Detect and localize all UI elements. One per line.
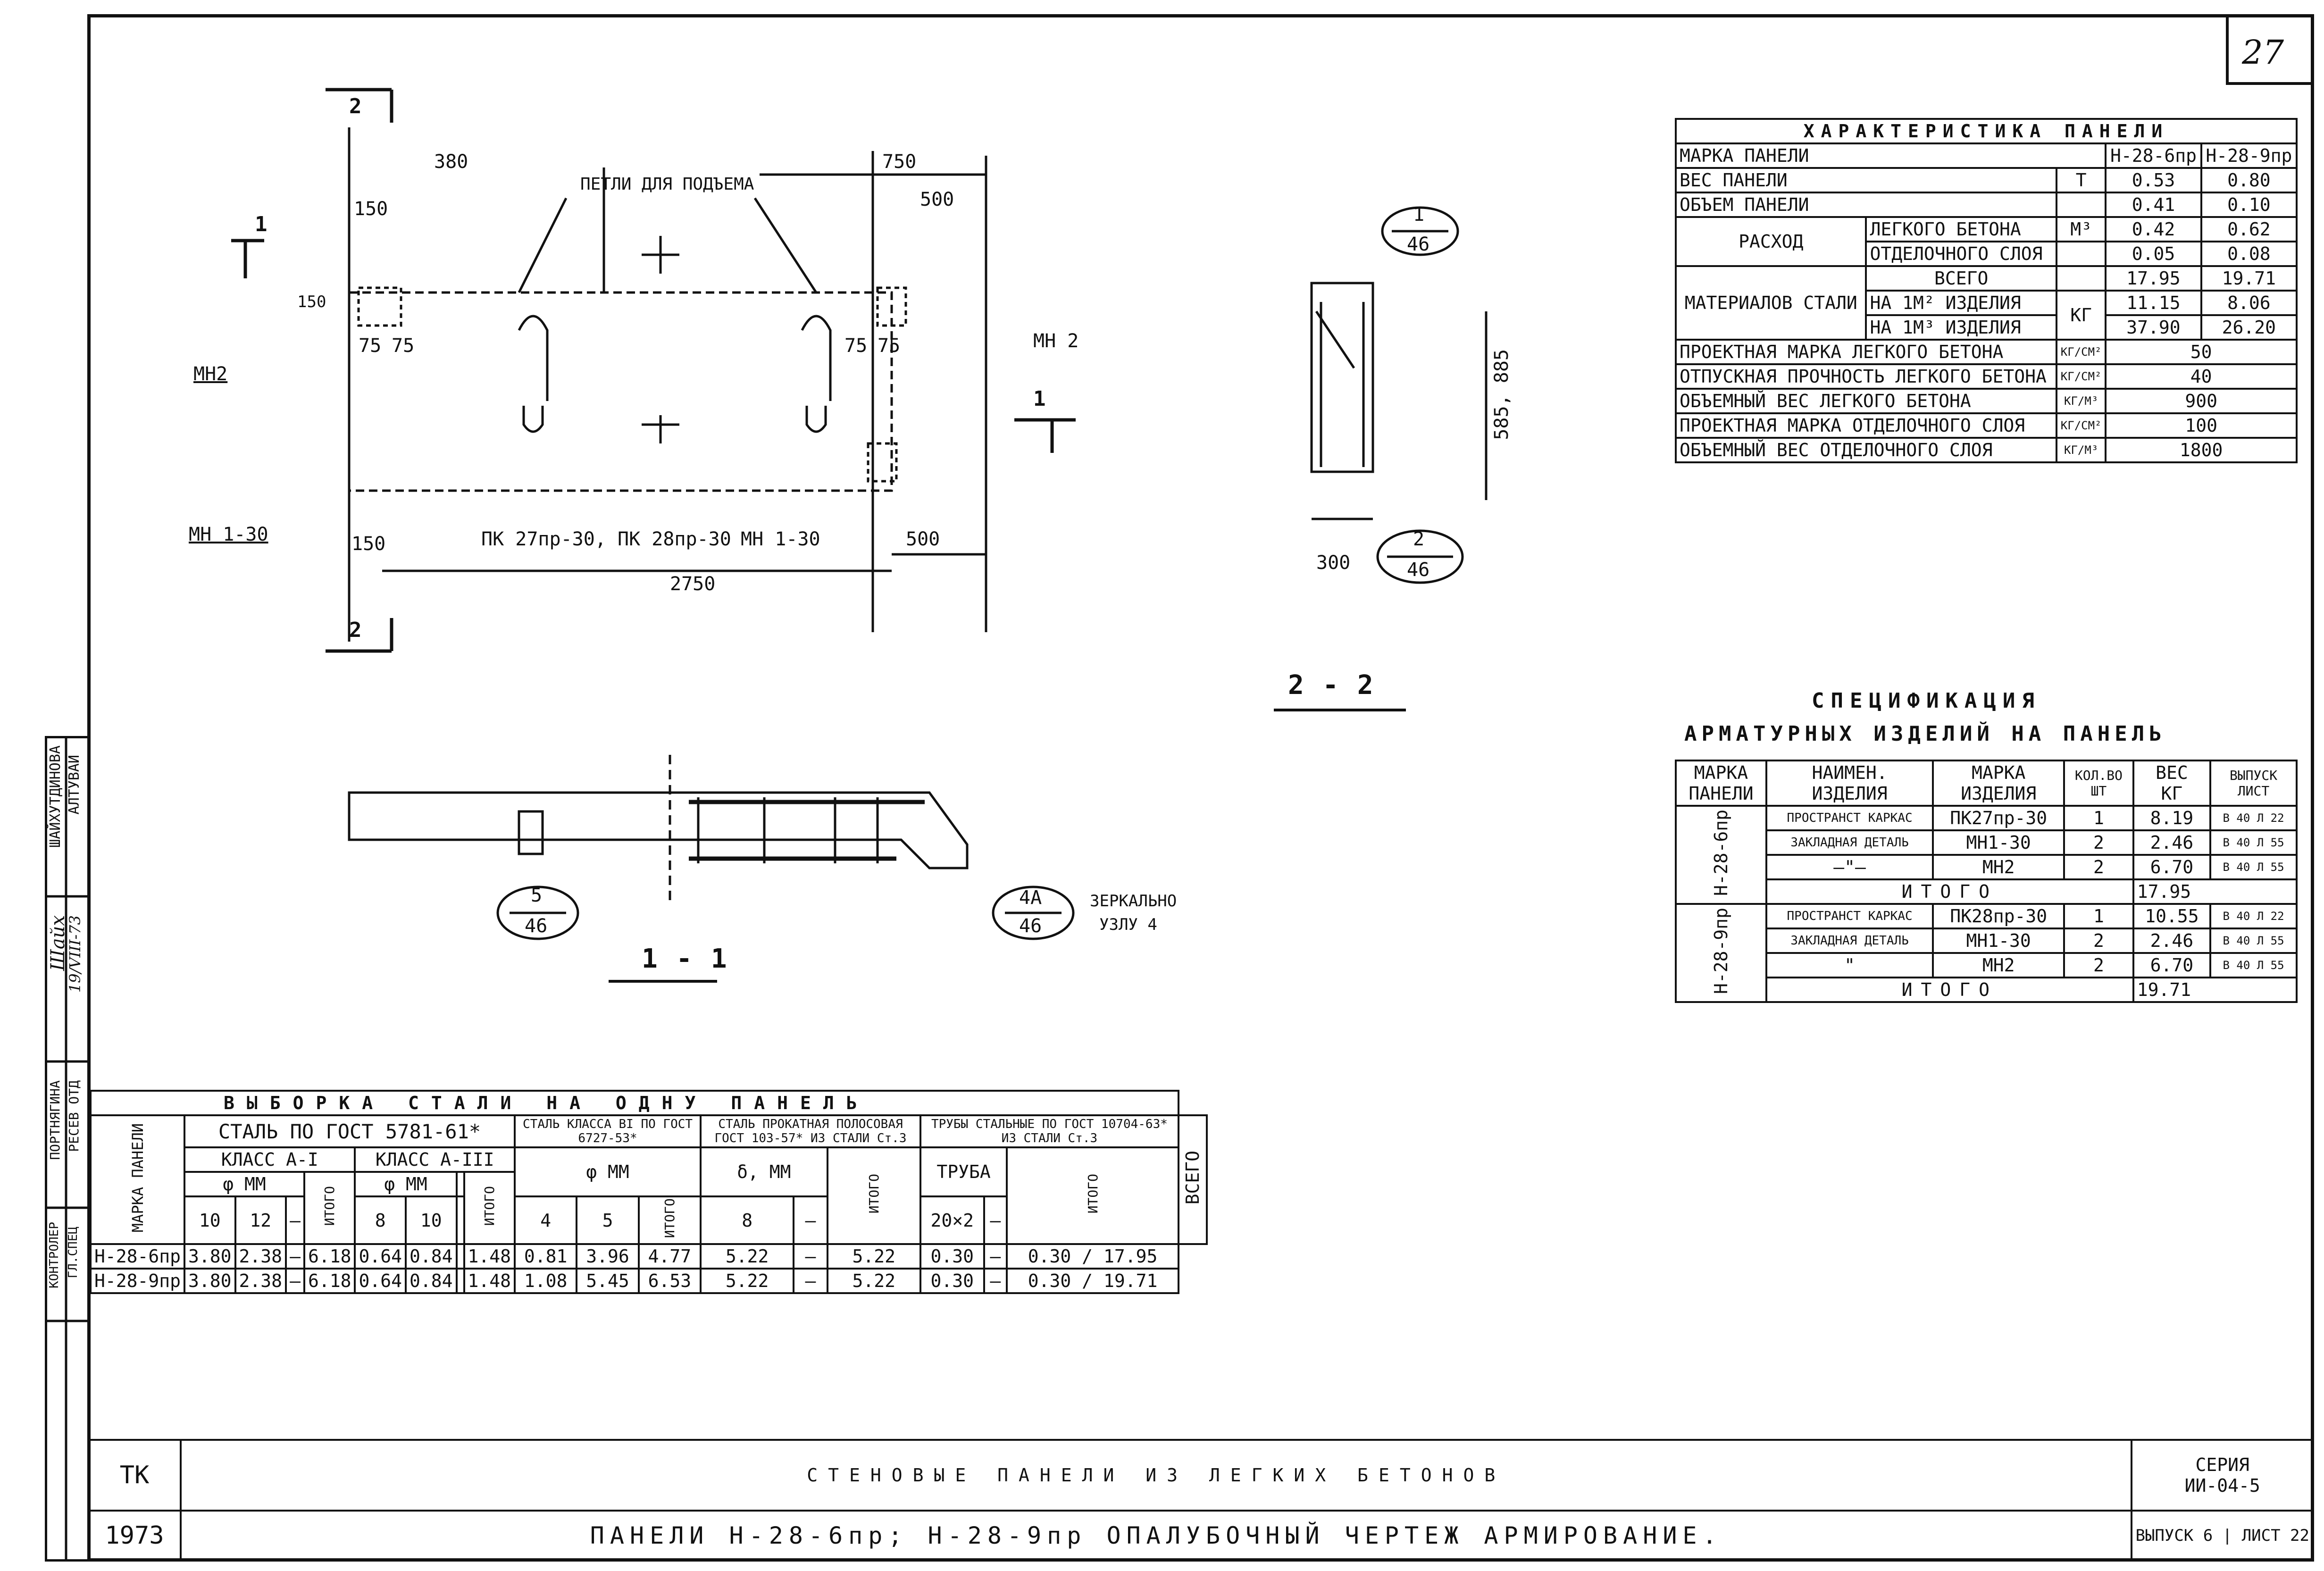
spec-item-ref: В 40 Л 55 [2210,953,2297,978]
spec-item-name: ПРОСТРАНСТ КАРКАС [1766,904,1933,928]
spec-header: МАРКА ПАНЕЛИ [1676,760,1766,806]
char-prop-label: ОБЪЕМНЫЙ ВЕС ЛЕГКОГО БЕТОНА [1676,389,2056,413]
spec-item-name: ПРОСТРАНСТ КАРКАС [1766,806,1933,830]
stamp-label: ГЛ.СПЕЦ [66,1227,80,1279]
steel-cell: 0.30 / 17.95 [1007,1244,1179,1269]
mn2-right: МН 2 [1033,330,1079,352]
char-sub-unit [2056,266,2106,291]
spec-item-mark: ПК28пр-30 [1933,904,2064,928]
steel-phi: φ ММ [184,1172,304,1196]
steel-sub: — [984,1196,1007,1244]
title-code: ТК [88,1440,181,1511]
mirror-note-2: УЗЛУ 4 [1099,915,1157,934]
steel-grp3: СТАЛЬ ПРОКАТНАЯ ПОЛОСОВАЯ ГОСТ 103-57* ИЗ СТАЛИ Ст.3 [701,1115,920,1147]
dim-2750: 2750 [670,573,716,595]
mn1-right: МН 1-30 [741,528,820,550]
steel-grp1: СТАЛЬ ПО ГОСТ 5781-61* [184,1115,515,1147]
char-row-a: 0.41 [2106,192,2201,217]
dim-150-left: 150 [297,292,326,311]
spec-header: МАРКА ИЗДЕЛИЯ [1933,760,2064,806]
steel-sub: 5 [577,1196,638,1244]
section-mark-1-right: 1 [1033,387,1047,411]
specification-table [1675,760,2298,1003]
steel-sub: — [286,1196,304,1244]
char-header-mark: МАРКА ПАНЕЛИ [1676,143,2106,168]
steel-cell: 5.45 [577,1269,638,1293]
char-sub-unit: КГ [2056,291,2106,340]
steel-cell: 2.38 [235,1269,286,1293]
stamp-label: ПОРТНЯГИНА [47,1080,63,1160]
steel-spacer [457,1172,464,1196]
steel-cell: 3.80 [184,1244,235,1269]
steel-sub: 12 [235,1196,286,1244]
steel-cell: 1.08 [515,1269,577,1293]
spec-item-name: —"— [1766,855,1933,879]
steel-cell: 0.30 / 19.71 [1007,1269,1179,1293]
spec-item-ref: В 40 Л 22 [2210,806,2297,830]
steel-cell: 4.77 [639,1244,701,1269]
steel-sub [457,1196,464,1244]
title-subtitle: ПАНЕЛИ Н-28-6пр; Н-28-9пр ОПАЛУБОЧНЫЙ ЧЕРТЕЖ АРМИРОВАНИЕ. [181,1511,2132,1561]
node5-number: 5 [531,885,543,906]
steel-phi: φ ММ [515,1147,701,1196]
dim-300: 300 [1316,552,1351,574]
stamp-label: КОНТРОЛЕР [47,1222,61,1288]
node1-sheet: 46 [1407,234,1430,255]
char-prop-unit: КГ/СМ² [2056,340,2106,364]
steel-pipe: ТРУБА [920,1147,1007,1196]
char-prop-unit: КГ/СМ² [2056,413,2106,438]
steel-sub: 8 [355,1196,406,1244]
steel-itogo: ИТОГО [464,1172,515,1244]
steel-mark-header: МАРКА ПАНЕЛИ [91,1115,184,1244]
spec-panel-mark: Н-28-9пр [1676,904,1766,1002]
spec-total-label: ИТОГО [1766,978,2133,1002]
dim-500-top: 500 [920,189,954,210]
char-prop-unit: КГ/М³ [2056,389,2106,413]
title-year: 1973 [88,1511,181,1561]
dim-75: 75 [844,335,868,357]
char-prop-label: ПРОЕКТНАЯ МАРКА ОТДЕЛОЧНОГО СЛОЯ [1676,413,2056,438]
steel-cell: 6.18 [304,1269,355,1293]
steel-cell: 0.84 [406,1269,457,1293]
char-row-unit: Т [2056,168,2106,192]
char-prop-label: ОТПУСКНАЯ ПРОЧНОСТЬ ЛЕГКОГО БЕТОНА [1676,364,2056,389]
node5-sheet: 46 [525,915,548,937]
char-row-unit [2056,192,2106,217]
mn1-left: МН 1-30 [189,524,268,545]
node4a-number: 4А [1019,887,1042,909]
spec-title: СПЕЦИФИКАЦИЯ [1812,689,2041,713]
title-block [87,1439,2314,1562]
char-prop-value: 1800 [2106,438,2297,462]
dim-750: 750 [882,151,917,173]
dim-75: 75 [359,335,382,357]
char-sub-unit [2056,242,2106,266]
steel-cell: 3.96 [577,1244,638,1269]
section-mark-1-left: 1 [255,212,269,236]
steel-title: ВЫБОРКА СТАЛИ НА ОДНУ ПАНЕЛЬ [91,1091,1179,1115]
char-sub-b: 26.20 [2201,315,2297,340]
steel-delta: δ, ММ [701,1147,828,1196]
char-row-b: 0.10 [2201,192,2297,217]
section-2-2-title: 2 - 2 [1288,670,1375,701]
spec-item-weight: 6.70 [2133,953,2210,978]
steel-cell: — [984,1269,1007,1293]
steel-cell [457,1244,464,1269]
spec-item-mark: МН1-30 [1933,928,2064,953]
char-sub-a: 17.95 [2106,266,2201,291]
section-1-1-title: 1 - 1 [642,944,728,974]
char-sub-unit: М³ [2056,217,2106,242]
steel-cell: 5.22 [701,1269,794,1293]
spec-item-ref: В 40 Л 55 [2210,928,2297,953]
spec-panel-mark: Н-28-6пр [1676,806,1766,904]
steel-cell: 3.80 [184,1269,235,1293]
char-sub-label: НА 1М² ИЗДЕЛИЯ [1866,291,2056,315]
steel-grp2: СТАЛЬ КЛАССА ВI ПО ГОСТ 6727-53* [515,1115,701,1147]
spec-subtitle: АРМАТУРНЫХ ИЗДЕЛИЙ НА ПАНЕЛЬ [1684,722,2166,746]
steel-cell: 5.22 [828,1269,920,1293]
dim-585-885: 585, 885 [1491,349,1513,440]
spec-item-name: ЗАКЛАДНАЯ ДЕТАЛЬ [1766,830,1933,855]
char-row-label: ОБЪЕМ ПАНЕЛИ [1676,192,2056,217]
steel-cell: 0.64 [355,1244,406,1269]
char-prop-value: 900 [2106,389,2297,413]
char-sub-label: ВСЕГО [1866,266,2056,291]
char-sub-label: ЛЕГКОГО БЕТОНА [1866,217,2056,242]
char-prop-value: 50 [2106,340,2297,364]
materials-label: МАТЕРИАЛОВ СТАЛИ [1676,266,1866,340]
spec-item-qty: 2 [2064,830,2133,855]
spec-item-mark: МН2 [1933,855,2064,879]
steel-cell: 2.38 [235,1244,286,1269]
char-sub-a: 11.15 [2106,291,2201,315]
steel-cell: 1.48 [464,1269,515,1293]
steel-cell: 1.48 [464,1244,515,1269]
spec-header: ВЕС КГ [2133,760,2210,806]
spec-item-qty: 2 [2064,855,2133,879]
spec-item-mark: МН1-30 [1933,830,2064,855]
steel-itogo: ИТОГО [639,1196,701,1244]
spec-item-mark: МН2 [1933,953,2064,978]
spec-total-value: 17.95 [2133,879,2297,904]
char-sub-b: 0.62 [2201,217,2297,242]
steel-cell: 5.22 [828,1244,920,1269]
char-sub-label: ОТДЕЛОЧНОГО СЛОЯ [1866,242,2056,266]
section-mark-2-top: 2 [349,94,363,118]
steel-cell: 0.84 [406,1244,457,1269]
steel-itogo: ИТОГО [304,1172,355,1244]
spec-item-ref: В 40 Л 22 [2210,904,2297,928]
dim-150-top: 150 [354,198,388,220]
steel-sub: 8 [701,1196,794,1244]
steel-cell: 0.30 [920,1269,984,1293]
node2-number: 2 [1413,528,1425,550]
spec-item-qty: 2 [2064,928,2133,953]
char-sub-a: 0.42 [2106,217,2201,242]
spec-total-value: 19.71 [2133,978,2297,1002]
spec-item-weight: 8.19 [2133,806,2210,830]
char-row-b: 0.80 [2201,168,2297,192]
steel-total-header: ВСЕГО [1179,1115,1207,1244]
spec-item-name: ЗАКЛАДНАЯ ДЕТАЛЬ [1766,928,1933,953]
char-sub-b: 0.08 [2201,242,2297,266]
section-mark-2-bottom: 2 [349,618,363,642]
title-main: СТЕНОВЫЕ ПАНЕЛИ ИЗ ЛЕГКИХ БЕТОНОВ [181,1440,2132,1511]
node1-number: 1 [1413,204,1425,226]
spec-item-ref: В 40 Л 55 [2210,855,2297,879]
steel-cls1: КЛАСС А-I [184,1147,355,1172]
spec-item-weight: 2.46 [2133,830,2210,855]
char-sub-b: 8.06 [2201,291,2297,315]
steel-phi: φ ММ [355,1172,456,1196]
issue-sheet-cell: ВЫПУСК 6 | ЛИСТ 22 [2132,1511,2313,1561]
stamp-label: РЕСЕВ ОТД [66,1080,82,1152]
steel-cell: 0.81 [515,1244,577,1269]
steel-cell: — [794,1244,827,1269]
steel-sub: 10 [406,1196,457,1244]
spec-header: КОЛ.ВО ШТ [2064,760,2133,806]
spec-item-weight: 10.55 [2133,904,2210,928]
char-col-a: Н-28-6пр [2106,143,2201,168]
mirror-note: ЗЕРКАЛЬНО [1090,892,1177,911]
steel-cell: 0.30 [920,1244,984,1269]
stamp-label: АЛТУВАЙ [66,755,83,815]
char-sub-b: 19.71 [2201,266,2297,291]
spec-item-weight: 2.46 [2133,928,2210,953]
spec-header: НАИМЕН. ИЗДЕЛИЯ [1766,760,1933,806]
spec-item-name: " [1766,953,1933,978]
spec-item-ref: В 40 Л 55 [2210,830,2297,855]
steel-cell: — [794,1269,827,1293]
char-prop-value: 100 [2106,413,2297,438]
spec-item-qty: 1 [2064,806,2133,830]
steel-cell: 6.53 [639,1269,701,1293]
steel-cell: — [286,1244,304,1269]
steel-sub: 10 [184,1196,235,1244]
node4a-sheet: 46 [1019,915,1042,937]
char-prop-unit: КГ/СМ² [2056,364,2106,389]
page-number: 27 [2242,33,2284,72]
char-sub-a: 0.05 [2106,242,2201,266]
char-row-a: 0.53 [2106,168,2201,192]
char-sub-label: НА 1М³ ИЗДЕЛИЯ [1866,315,2056,340]
steel-row-mark: Н-28-9пр [91,1269,184,1293]
spec-item-qty: 1 [2064,904,2133,928]
char-row-label: ВЕС ПАНЕЛИ [1676,168,2056,192]
loops-label: ПЕТЛИ ДЛЯ ПОДЪЕМА [580,175,754,194]
char-prop-label: ПРОЕКТНАЯ МАРКА ЛЕГКОГО БЕТОНА [1676,340,2056,364]
steel-table [90,1090,1208,1294]
stamp-date: 19/VIII-73 [66,915,84,993]
stamp-label: ШАЙХУТДИНОВА [47,745,64,848]
frames-label: ПК 27пр-30, ПК 28пр-30 [481,528,731,550]
char-sub-a: 37.90 [2106,315,2201,340]
stamp-signature: Шайх [47,915,69,971]
spec-header: ВЫПУСК ЛИСТ [2210,760,2297,806]
steel-cell: — [286,1269,304,1293]
steel-cell: 5.22 [701,1244,794,1269]
steel-cell: 0.64 [355,1269,406,1293]
dim-150-bottom: 150 [351,533,386,555]
steel-sub: — [794,1196,827,1244]
char-prop-unit: КГ/М³ [2056,438,2106,462]
char-col-b: Н-28-9пр [2201,143,2297,168]
steel-cell [457,1269,464,1293]
mn2-left: МН2 [193,363,228,385]
steel-cell: — [984,1244,1007,1269]
dim-500-bottom: 500 [906,528,940,550]
node2-sheet: 46 [1407,559,1430,581]
steel-row-mark: Н-28-6пр [91,1244,184,1269]
spec-total-label: ИТОГО [1766,879,2133,904]
spec-item-qty: 2 [2064,953,2133,978]
steel-grp4: ТРУБЫ СТАЛЬНЫЕ ПО ГОСТ 10704-63* ИЗ СТАЛИ Ст.3 [920,1115,1179,1147]
dim-75: 75 [392,335,415,357]
dim-380: 380 [434,151,468,173]
steel-sub: 4 [515,1196,577,1244]
char-prop-label: ОБЪЕМНЫЙ ВЕС ОТДЕЛОЧНОГО СЛОЯ [1676,438,2056,462]
consumption-label: РАСХОД [1676,217,1866,266]
steel-itogo: ИТОГО [828,1147,920,1244]
dim-75: 75 [878,335,901,357]
char-prop-value: 40 [2106,364,2297,389]
steel-itogo: ИТОГО [1007,1147,1179,1244]
steel-cls2: КЛАСС А-III [355,1147,515,1172]
spec-item-mark: ПК27пр-30 [1933,806,2064,830]
series-cell: СЕРИЯ ИИ-04-5 [2132,1440,2313,1511]
spec-item-weight: 6.70 [2133,855,2210,879]
steel-cell: 6.18 [304,1244,355,1269]
char-title: ХАРАКТЕРИСТИКА ПАНЕЛИ [1676,119,2297,143]
characteristics-table [1675,118,2298,463]
steel-sub: 20×2 [920,1196,984,1244]
